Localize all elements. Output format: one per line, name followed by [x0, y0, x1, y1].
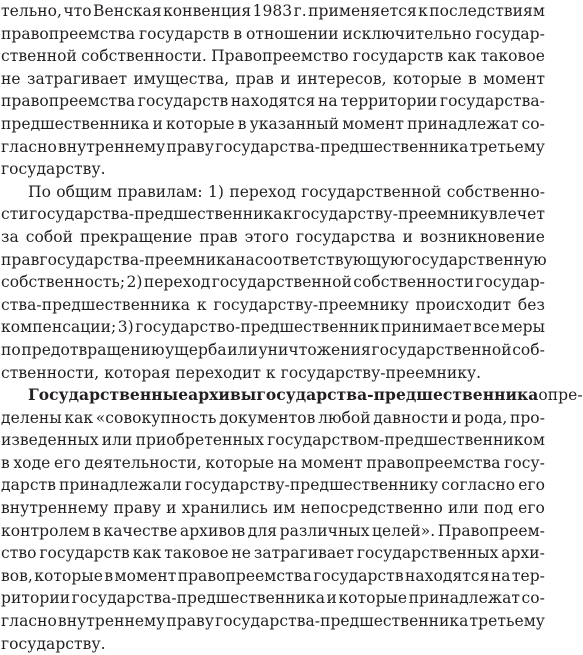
- word: к: [196, 295, 207, 314]
- word: делены: [1, 408, 62, 427]
- text-line: [1, 429, 545, 452]
- word: государств: [39, 544, 130, 563]
- word: ходе: [13, 453, 51, 472]
- word: гласно: [1, 137, 57, 156]
- bold-term-word: архивы: [188, 385, 257, 405]
- word: не: [1, 69, 21, 88]
- word: опре-: [538, 386, 583, 405]
- word: под: [483, 499, 514, 518]
- word: любой: [318, 408, 371, 427]
- word: деятельности,: [84, 453, 202, 472]
- text-line: [1, 90, 545, 113]
- word: переход: [229, 182, 296, 201]
- word: правилам:: [117, 182, 203, 201]
- word: гласно: [1, 612, 57, 631]
- word: без: [517, 295, 545, 314]
- word: прав: [235, 69, 274, 88]
- word: которые: [205, 453, 275, 472]
- word: в: [1, 453, 10, 472]
- word: праву: [113, 499, 162, 518]
- word: государства-предшественника: [215, 612, 469, 631]
- word: документов: [219, 408, 316, 427]
- word: тельно,: [1, 2, 62, 20]
- word: которые: [165, 114, 235, 133]
- word: государства: [295, 227, 396, 246]
- text-line: [1, 45, 545, 68]
- word: момент: [342, 114, 405, 133]
- word: им: [272, 499, 296, 518]
- word: г.: [293, 2, 307, 20]
- word: государства-предшественника: [29, 205, 283, 224]
- word: к: [418, 2, 428, 20]
- word: и: [402, 227, 414, 246]
- word: таковое: [480, 47, 545, 66]
- word: на: [235, 250, 255, 269]
- word: в: [92, 521, 101, 540]
- word: или: [227, 340, 258, 359]
- word: для: [247, 521, 278, 540]
- word: в: [104, 566, 114, 585]
- text-line: [1, 181, 545, 204]
- word: государств: [313, 566, 404, 585]
- word: соответствующую: [254, 250, 404, 269]
- word: которые: [392, 69, 462, 88]
- word: 3): [117, 318, 134, 337]
- word: ритории: [1, 589, 71, 608]
- word: момент: [300, 453, 363, 472]
- word: принимает: [380, 318, 472, 337]
- word: государства-преемника: [39, 250, 236, 269]
- word: что: [63, 2, 92, 20]
- paragraph-1: [1, 0, 545, 181]
- word: третьему: [469, 137, 545, 156]
- word: и: [326, 589, 337, 608]
- word: Правопреем-: [437, 521, 545, 540]
- word: государств: [352, 47, 444, 66]
- word: влечет: [488, 205, 545, 224]
- word: момент: [483, 69, 545, 88]
- text-line: [1, 113, 545, 136]
- word: правопреемства: [177, 566, 312, 585]
- word: хранились: [181, 499, 268, 518]
- word: переход: [143, 273, 211, 292]
- word: ства-предшественника: [1, 295, 191, 314]
- word: 2): [126, 273, 143, 292]
- word: Венская: [93, 2, 162, 20]
- word: прав: [199, 227, 238, 246]
- word: территории: [340, 92, 438, 111]
- word: праву: [166, 612, 214, 631]
- word: ущерба: [165, 340, 227, 359]
- text-line: [1, 23, 545, 46]
- word: государству-преемнику: [293, 205, 489, 224]
- word: указанный: [249, 114, 340, 133]
- word: как: [64, 408, 94, 427]
- word: возникновение: [420, 227, 545, 246]
- word: рода,: [464, 408, 508, 427]
- word: соб-: [512, 340, 545, 359]
- word: к: [282, 205, 293, 224]
- word: государственных: [356, 544, 499, 563]
- word: и: [451, 408, 462, 427]
- text-line: [1, 565, 545, 588]
- word: государств: [139, 24, 230, 43]
- word: или: [101, 431, 133, 450]
- text-line: ственности, которая переходит к государству-преемнику.: [1, 363, 482, 382]
- word: госу-: [504, 453, 545, 472]
- text-line: [1, 474, 545, 497]
- word: за: [1, 227, 19, 246]
- word: все: [473, 318, 500, 337]
- text-line: [1, 316, 545, 339]
- word: которые: [338, 589, 408, 608]
- word: последствиям: [429, 2, 545, 20]
- word: его: [518, 499, 545, 518]
- word: момент: [114, 566, 177, 585]
- word: государству-преемнику: [213, 295, 409, 314]
- word: и: [280, 69, 291, 88]
- word: со-: [521, 589, 545, 608]
- text-line: [1, 294, 545, 317]
- word: 1983: [252, 2, 293, 20]
- word: имущества,: [133, 69, 230, 88]
- word: и: [152, 114, 163, 133]
- word: качестве: [103, 521, 178, 540]
- word: государства-предшественника: [215, 137, 469, 156]
- word: общим: [56, 182, 112, 201]
- word: предшественника: [1, 114, 150, 133]
- text-line: [1, 497, 545, 520]
- word: сти: [1, 205, 29, 224]
- word: не: [231, 544, 252, 563]
- word: прекращение: [80, 227, 193, 246]
- word: ство: [1, 544, 37, 563]
- paragraph-3: [1, 384, 583, 655]
- word: принадлежат: [408, 589, 521, 608]
- text-line: государству.: [1, 634, 106, 653]
- word: в: [468, 69, 477, 88]
- text-line: [1, 452, 545, 475]
- word: праву: [166, 137, 214, 156]
- word: его: [54, 453, 81, 472]
- word: контролем: [1, 521, 90, 540]
- word: находятся: [405, 566, 490, 585]
- word: на: [318, 92, 338, 111]
- word: его: [518, 476, 545, 495]
- word: отношении: [246, 24, 339, 43]
- word: государ-: [475, 273, 545, 292]
- word: архи-: [501, 544, 545, 563]
- text-line: [1, 203, 545, 226]
- word: непосредственно: [300, 499, 443, 518]
- word: государственной: [301, 182, 442, 201]
- text-line: [1, 0, 545, 23]
- word: собой: [25, 227, 74, 246]
- word: ственной: [1, 47, 77, 66]
- word: государственной: [211, 273, 352, 292]
- word: государственную: [403, 250, 547, 269]
- word: тер-: [511, 566, 545, 585]
- word: внутреннему: [57, 612, 166, 631]
- word: происходит: [415, 295, 512, 314]
- word: «совокупность: [95, 408, 217, 427]
- word: принадлежали: [59, 476, 183, 495]
- word: находятся: [230, 92, 316, 111]
- word: вов,: [1, 566, 33, 585]
- text-line: [1, 407, 545, 430]
- word: 1): [207, 182, 224, 201]
- word: государство-предшественник: [135, 318, 380, 337]
- word: собственно-: [446, 182, 545, 201]
- word: государством-предшественником: [267, 431, 545, 450]
- text-line: [1, 610, 545, 633]
- word: или: [448, 499, 479, 518]
- word: применяется: [308, 2, 417, 20]
- text-line: [1, 542, 545, 565]
- word: которые: [34, 566, 103, 585]
- word: государства-: [439, 92, 545, 111]
- word: третьему: [469, 612, 545, 631]
- word: исключительно: [342, 24, 472, 43]
- word: собственности: [353, 273, 475, 292]
- word: изведенных: [1, 431, 99, 450]
- text-line: [1, 136, 545, 159]
- word: дарств: [1, 476, 56, 495]
- word: государ-: [475, 24, 545, 43]
- word: прав: [1, 250, 40, 269]
- text-line: [1, 587, 545, 610]
- word: интересов,: [296, 69, 387, 88]
- bold-term-word: государства-предшественника: [256, 385, 539, 405]
- word: приобретенных: [135, 431, 265, 450]
- word: различных: [279, 521, 370, 540]
- text-line: государству.: [1, 160, 106, 179]
- word: правопреемства: [366, 453, 501, 472]
- word: и: [166, 499, 177, 518]
- word: внутреннему: [1, 499, 109, 518]
- word: конвенция: [163, 2, 252, 20]
- word: государства-предшественника: [71, 589, 326, 608]
- word: меры: [501, 318, 545, 337]
- word: уничтожения: [258, 340, 371, 359]
- word: правопреемства: [1, 24, 136, 43]
- word: компенсации;: [1, 318, 117, 337]
- text-line: [1, 271, 545, 294]
- word: Правопреемство: [211, 47, 349, 66]
- word: целей».: [372, 521, 436, 540]
- word: правопреемства: [1, 92, 136, 111]
- word: в: [233, 24, 243, 43]
- text-line: [1, 226, 545, 249]
- word: как: [447, 47, 477, 66]
- text-line: [1, 339, 545, 362]
- word: собственности.: [81, 47, 207, 66]
- word: государств: [137, 92, 229, 111]
- word: про-: [509, 408, 545, 427]
- word: на: [277, 453, 298, 472]
- word: По: [28, 182, 51, 201]
- text-line: [1, 384, 583, 407]
- word: со-: [521, 114, 545, 133]
- word: как: [132, 544, 162, 563]
- bold-term-word: Государственные: [28, 385, 189, 405]
- word: на: [490, 566, 511, 585]
- word: согласно: [441, 476, 516, 495]
- word: давности: [373, 408, 449, 427]
- word: государству-предшественнику: [185, 476, 439, 495]
- word: архивов: [179, 521, 246, 540]
- word: принадлежат: [407, 114, 519, 133]
- paragraph-2: [1, 181, 545, 384]
- word: предотвращению: [21, 340, 165, 359]
- word: собственность;: [1, 273, 126, 292]
- word: таковое: [164, 544, 229, 563]
- text-line: [1, 249, 545, 272]
- word: затрагивает: [253, 544, 354, 563]
- word: затрагивает: [26, 69, 128, 88]
- word: государственной: [371, 340, 512, 359]
- word: по: [1, 340, 21, 359]
- text-line: [1, 520, 545, 543]
- word: этого: [244, 227, 289, 246]
- word: в: [237, 114, 247, 133]
- word: внутреннему: [57, 137, 166, 156]
- text-line: [1, 68, 545, 91]
